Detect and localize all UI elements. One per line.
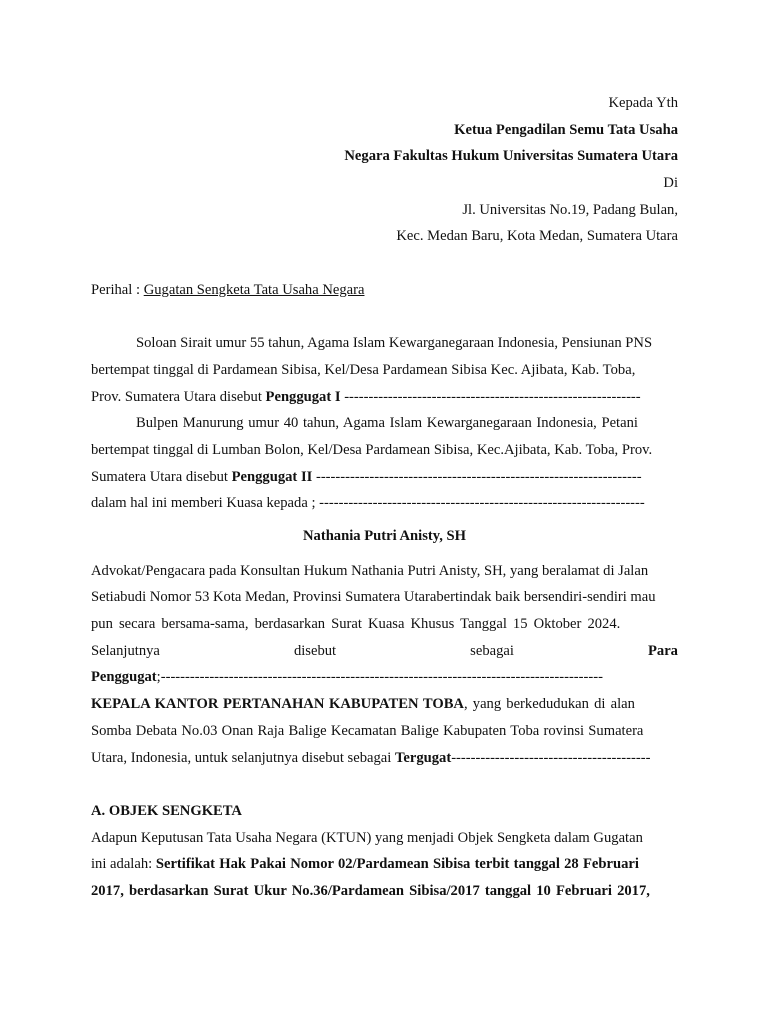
plaintiff-2-line-2: bertempat tinggal di Lumban Bolon, Kel/Desa Pardamean Sibisa, Kec.Ajibata, Kab. Toba, Prov. [91,441,653,458]
section-a-line-2-bold: Sertifikat Hak Pakai Nomor 02/Pardamean Sibisa terbit tanggal 28 Februari [155,856,639,873]
plaintiff-2-line-3-text: Sumatera Utara disebut [91,468,232,485]
power-of-attorney-text: dalam hal ini memberi Kuasa kepada ; [91,495,320,512]
spacer [91,250,678,277]
plaintiff-2-dashes: ------------------------------------------------------------------- [312,468,642,485]
plaintiff-1-line-2: bertempat tinggal di Pardamean Sibisa, Kel/Desa Pardamean Sibisa Kec. Ajibata, Kab. Toba, [91,361,636,378]
defendant-paragraph [91,691,678,771]
plaintiff-1-line-3 [91,384,678,411]
lawyer-line-1: Advokat/Pengacara pada Konsultan Hukum Nathania Putri Anisty, SH, yang beralamat di Jalan [91,562,649,579]
defendant-line-1-text: , yang berkedudukan di alan [463,696,635,713]
lawyer-word-2: disebut [293,642,337,659]
plaintiff-1-paragraph [91,330,678,410]
recipient-line-2: Negara Fakultas Hukum Universitas Sumatera Utara [344,148,678,165]
defendant-line-2: Somba Debata No.03 Onan Raja Balige Kecamatan Balige Kabupaten Toba rovinsi Sumatera [91,722,644,739]
lawyer-word-1: Selanjutnya [91,642,160,659]
defendant-line-1 [91,691,678,718]
address-block [91,90,678,250]
section-a-line-2 [91,851,678,878]
salutation: Kepada Yth [608,95,678,111]
lawyer-line-3: pun secara bersama-sama, berdasarkan Surat Kuasa Khusus Tanggal 15 Oktober 2024. [91,616,621,633]
section-a-line-2-text: ini adalah: [91,856,156,873]
lawyer-line-5 [91,664,678,691]
spacer [91,550,678,558]
lawyer-paragraph [91,558,678,691]
recipient-line-1: Ketua Pengadilan Semu Tata Usaha [454,121,678,138]
spacer [91,771,678,798]
subject-label: Perihal : [91,281,144,298]
lawyer-penggugat: Penggugat [91,669,157,686]
letter-body [91,90,678,905]
plaintiff-2-line-1: Bulpen Manurung umur 40 tahun, Agama Islam Kewarganegaraan Indonesia, Petani [136,415,638,432]
defendant-designation: Tergugat [394,749,452,766]
power-of-attorney-dashes: ------------------------------------------------------------------- [319,495,645,512]
lawyer-name: Nathania Putri Anisty, SH [303,528,466,544]
plaintiff-1-line-3-text: Prov. Sumatera Utara disebut [91,388,266,405]
spacer [91,304,678,331]
subject-line [91,277,678,304]
defendant-name: KEPALA KANTOR PERTANAHAN KABUPATEN TOBA [91,696,464,713]
subject-value: Gugatan Sengketa Tata Usaha Negara [143,281,365,298]
lawyer-line-2: Setiabudi Nomor 53 Kota Medan, Provinsi Sumatera Utarabertindak baik bersendiri-sendiri mau [91,589,656,606]
plaintiff-2-line-3 [91,464,678,491]
lawyer-line-4 [91,638,678,665]
section-a-line-3: 2017, berdasarkan Surat Ukur No.36/Pardamean Sibisa/2017 tanggal 10 Februari 2017, [91,882,650,899]
section-a [91,798,678,905]
plaintiff-1-line-1-text: Soloan Sirait umur 55 tahun, Agama Islam Kewarganegaraan Indonesia, Pensiunan PNS [136,335,653,352]
lawyer-dashes: ;------------------------------------------------------------------------------------------- [156,669,603,686]
lawyer-word-3: sebagai [470,642,514,659]
street-address: Jl. Universitas No.19, Padang Bulan, [462,201,678,218]
di-line: Di [663,175,678,192]
section-a-heading: A. OBJEK SENGKETA [91,802,242,819]
plaintiff-1-designation: Penggugat I [265,388,341,405]
defendant-dashes: ----------------------------------------- [451,749,651,766]
defendant-line-3 [91,745,678,772]
power-of-attorney-line [91,490,678,517]
plaintiff-1-dashes: ------------------------------------------------------------- [340,388,641,405]
plaintiff-2-paragraph [91,410,678,490]
lawyer-word-para: Para [647,642,678,659]
defendant-line-3-text: Utara, Indonesia, untuk selanjutnya disebut sebagai [91,749,395,766]
city-address: Kec. Medan Baru, Kota Medan, Sumatera Utara [396,228,678,245]
plaintiff-2-designation: Penggugat II [231,468,313,485]
section-a-line-1: Adapun Keputusan Tata Usaha Negara (KTUN) yang menjadi Objek Sengketa dalam Gugatan [91,829,643,846]
plaintiff-1-line-1 [91,330,678,357]
